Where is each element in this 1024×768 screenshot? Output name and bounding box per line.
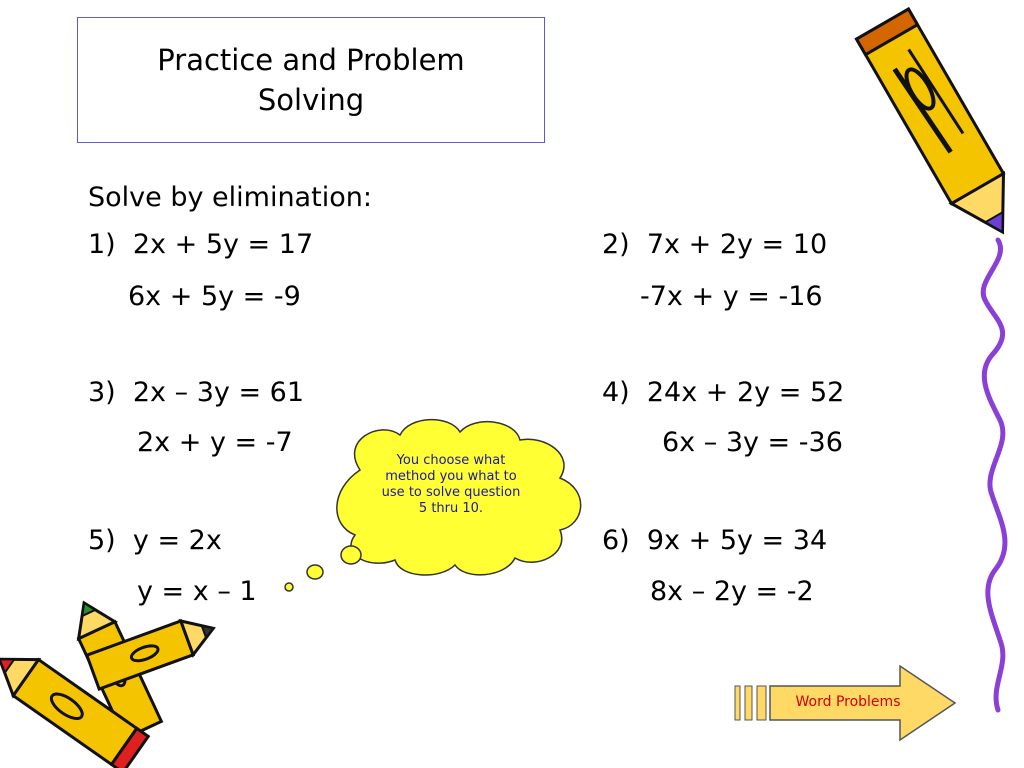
instruction-text: Solve by elimination:: [88, 182, 372, 213]
problem-6-line-1: 6) 9x + 5y = 34: [602, 525, 828, 556]
decorative-squiggle: [983, 240, 1005, 710]
thought-bubble-text: You choose what method you what to use to solve question 5 thru 10.: [381, 453, 521, 516]
problem-2-line-1: 2) 7x + 2y = 10: [602, 229, 828, 260]
problem-1-line-1: 1) 2x + 5y = 17: [88, 229, 314, 260]
problem-5-line-2: y = x – 1: [137, 576, 257, 607]
slide-title: Practice and Problem Solving: [157, 43, 465, 117]
problem-5-line-1: 5) y = 2x: [88, 525, 222, 556]
pencil-icon: [857, 9, 1024, 247]
problem-3-line-2: 2x + y = -7: [137, 427, 293, 458]
problem-2-line-2: -7x + y = -16: [640, 281, 823, 312]
problem-1-line-2: 6x + 5y = -9: [128, 281, 301, 312]
crossed-pencils-icon: [0, 595, 219, 768]
problem-6-line-2: 8x – 2y = -2: [650, 576, 814, 607]
word-problems-button[interactable]: Word Problems: [795, 694, 901, 710]
problem-3-line-1: 3) 2x – 3y = 61: [88, 377, 304, 408]
problem-4-line-2: 6x – 3y = -36: [662, 427, 843, 458]
problem-4-line-1: 4) 24x + 2y = 52: [602, 377, 845, 408]
